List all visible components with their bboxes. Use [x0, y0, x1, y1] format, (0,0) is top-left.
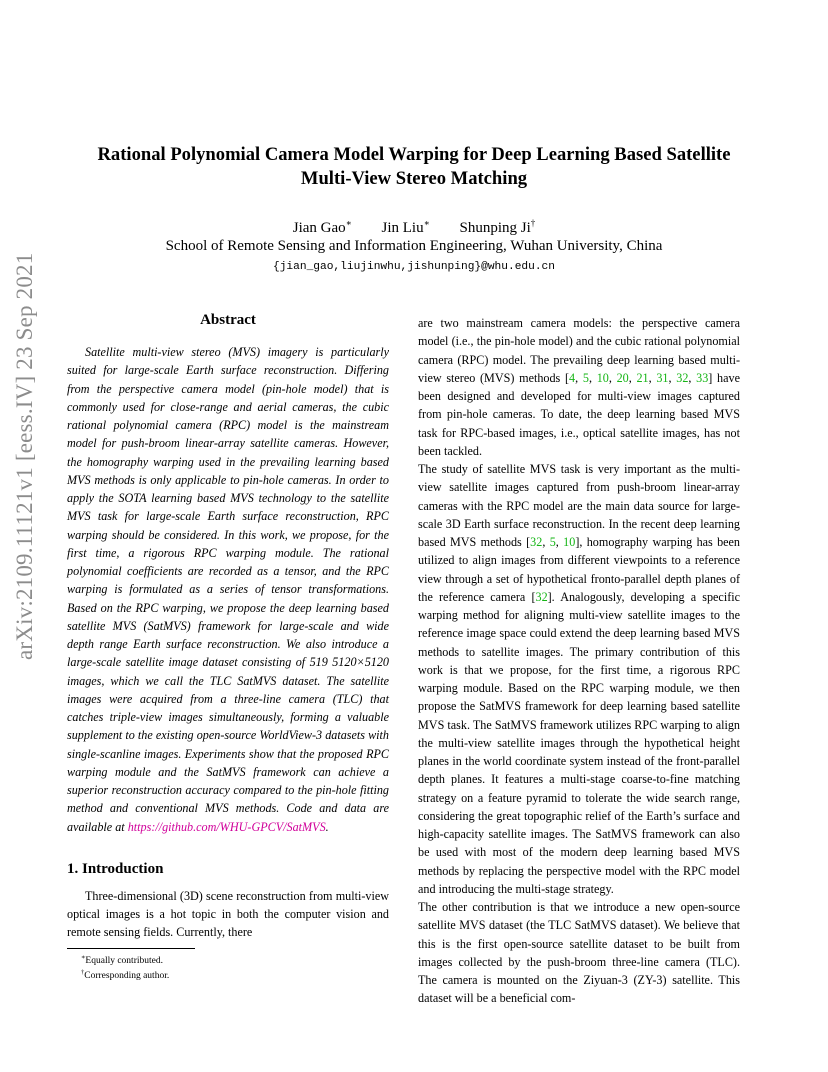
paragraph-text: ]. Analogously, developing a specific warping method for aligning multi-view satellite images to the reference image space could extend the deep learning based MVS methods to satellite images. The primary contribution of this work is that we propose, for the first time, a rigorous RPC warping module. Based on the RPC warping module, we then propose the SatMVS framework for deep learning based satellite MVS task. The SatMVS framework utilizes RPC warping to align the multi-view satellite images through the hypothetical height planes in the world coordinate system instead of the front-parallel depth planes. It features a multi-stage coarse-to-fine matching strategy on a feature pyramid to tolerate the wide search range, considering the great topographic relief of the Earth’s surface and high-capacity satellite images. The SatMVS framework can also be used with most of the modern deep learning based MVS methods by replacing the perspective model with the RPC model and introducing the multi-stage strategy. — [418, 589, 740, 896]
author-name: Shunping Ji — [459, 220, 531, 236]
author-name: Jin Liu — [381, 220, 424, 236]
citation[interactable]: 5 — [582, 370, 589, 385]
abstract-heading: Abstract — [200, 312, 256, 328]
paragraph-text: ], homography warping has been utilized to align images from different viewpoints to a reference view through a set of hypothetical fronto-parallel depth planes of the reference camera [ — [418, 535, 741, 604]
paper-title — [60, 143, 768, 191]
citation[interactable]: 32 — [535, 589, 548, 604]
citation[interactable]: 10 — [563, 535, 576, 549]
abstract-text: Satellite multi-view stereo (MVS) imagery is particularly suited for large-scale Earth surface reconstruction. Differing from the perspective camera model (pin-hole model) that is commonly used for close-range and aerial cameras, the cubic rational polynomial camera (RPC) model is the mainstream model for push-broom linear-array satellite cameras. However, the homography warping used in the prevailing learning based MVS methods is only applicable to pin-hole cameras. In order to apply the SOTA learning based MVS technology to the satellite MVS task for large-scale Earth surface reconstruction, RPC warping should be considered. In this work, we propose, for the first time, a rigorous RPC warping module. The rational polynomial coefficients are recorded as a tensor, and the RPC warping is formulated as a series of tensor transformations. Based on the RPC warping, we propose the deep learning based satellite MVS (SatMVS) framework for large-scale and wide depth range Earth surface reconstruction. We also introduce a large-scale satellite image dataset consisting of 519 5120×5120 images, which we call the TLC SatMVS dataset. The satellite images were acquired from a three-line camera (TLC) that catches triple-view images simultaneously, forming a valuable supplement to the existing open-source WorldView-3 datasets with single-scanline images. Experiments show that the proposed RPC warping module and the SatMVS framework can achieve a superior reconstruction accuracy compared to the pin-hole fitting method and conventional MVS methods. Code and data are available at — [67, 345, 389, 834]
paragraph-text: The study of satellite MVS task is very important as the multi-view satellite images captured from push-broom linear-array cameras with the RPC model are the main data source for large-scale 3D Earth surface reconstruction. In the recent deep learning based MVS methods [ — [418, 462, 740, 549]
citation[interactable]: 21 — [636, 370, 649, 385]
footnote — [67, 967, 389, 983]
author — [293, 220, 352, 236]
title-line-2: Multi-View Stereo Matching — [300, 168, 528, 189]
author-name: Jian Gao — [292, 220, 346, 236]
citation[interactable]: 32 — [530, 535, 543, 549]
footnote-mark: † — [81, 969, 85, 977]
author-mark: † — [530, 218, 536, 228]
left-column — [67, 312, 389, 983]
intro-paragraph-1: are two mainstream camera models: the perspective camera model (i.e., the pin-hole model) and the cubic rational polynomial camera (RPC) model. The prevailing deep learning based multi-view stereo (MVS) methods [4, 5, 10, 20, 21, 31, 32, 33] have been designed and developed for multi-view images captured from pin-hole cameras. To date, the deep learning based MVS task for RPC-based images, i.e., optical satellite images, has not been tackled. — [418, 316, 740, 458]
citation[interactable]: 4 — [569, 370, 576, 385]
citation[interactable]: 10 — [596, 370, 609, 385]
paragraph-text: are two mainstream camera models: the perspective camera model (i.e., the pin-hole model) and the cubic rational polynomial camera (RPC) model. The prevailing deep learning based multi-view stereo (MVS) methods [ — [418, 316, 740, 385]
email-addresses: {jian_gao,liujinwhu,jishunping}@whu.edu.cn — [273, 261, 555, 273]
paragraph-text: ] have been designed and developed for multi-view images captured from pin-hole cameras. To date, the deep learning based MVS task for RPC-based images, i.e., optical satellite images, has not been tackled. — [418, 370, 740, 458]
author-mark: ∗ — [423, 218, 430, 228]
author-list — [60, 218, 768, 237]
footnote-text: Corresponding author. — [84, 971, 170, 982]
intro-paragraph-2: The study of satellite MVS task is very important as the multi-view satellite images captured from push-broom linear-array cameras with the RPC model are the main data source for large-scale 3D Earth surface reconstruction. In the recent deep learning based MVS methods [32, 5, 10], homography warping has been utilized to align images from different viewpoints to a reference view through a set of hypothetical fronto-parallel depth planes of the reference camera [32]. Analogously, developing a specific warping method for aligning multi-view satellite images to the reference image space could extend the deep learning based MVS methods to satellite images. The primary contribution of this work is that we propose, for the first time, a rigorous RPC warping module. Based on the RPC warping module, we then propose the SatMVS framework for deep learning based satellite MVS task. The SatMVS framework utilizes RPC warping to align the multi-view satellite images through the hypothetical height planes in the world coordinate system instead of the front-parallel depth planes. It features a multi-stage coarse-to-fine matching strategy on a feature pyramid to tolerate the wide search range, considering the great topographic relief of the Earth’s surface and high-capacity satellite images. The SatMVS framework can also be used with most of the modern deep learning based MVS methods by replacing the perspective model with the RPC model and introducing the multi-stage strategy. — [418, 462, 741, 896]
section-heading-introduction: 1. Introduction — [67, 860, 164, 877]
footnote-text: Equally contributed. — [85, 955, 163, 966]
citation[interactable]: 5 — [549, 535, 556, 549]
affiliation: School of Remote Sensing and Information Engineering, Wuhan University, China — [165, 238, 663, 254]
citation[interactable]: 20 — [616, 370, 629, 385]
code-link[interactable]: https://github.com/WHU-GPCV/SatMVS — [127, 819, 326, 834]
citation[interactable]: 31 — [656, 370, 669, 385]
author-mark: ∗ — [345, 218, 352, 228]
intro-paragraph-3: The other contribution is that we introduce a new open-source satellite MVS dataset (the TLC SatMVS dataset). We believe that this is the first open-source satellite dataset to be built from images collected by the push-broom three-line camera (TLC). The camera is mounted on the Ziyuan-3 (ZY-3) satellite. This dataset will be a beneficial com- — [418, 900, 740, 1006]
citation[interactable]: 32 — [676, 370, 689, 385]
footnote — [67, 952, 389, 968]
footnote-mark: ∗ — [81, 953, 86, 961]
intro-paragraph-left: Three-dimensional (3D) scene reconstruction from multi-view optical images is a hot topic in both the computer vision and remote sensing fields. Currently, there — [67, 888, 389, 940]
abstract-body — [67, 343, 389, 836]
right-column — [418, 314, 740, 1008]
arxiv-identifier: arXiv:2109.11121v1 [eess.IV] 23 Sep 2021 — [12, 252, 37, 660]
author — [382, 220, 430, 236]
citation[interactable]: 33 — [696, 370, 709, 385]
footnote-rule — [67, 948, 195, 949]
author — [459, 220, 535, 236]
abstract-end: . — [325, 819, 329, 834]
title-line-1: Rational Polynomial Camera Model Warping for Deep Learning Based Satellite — [97, 144, 731, 165]
